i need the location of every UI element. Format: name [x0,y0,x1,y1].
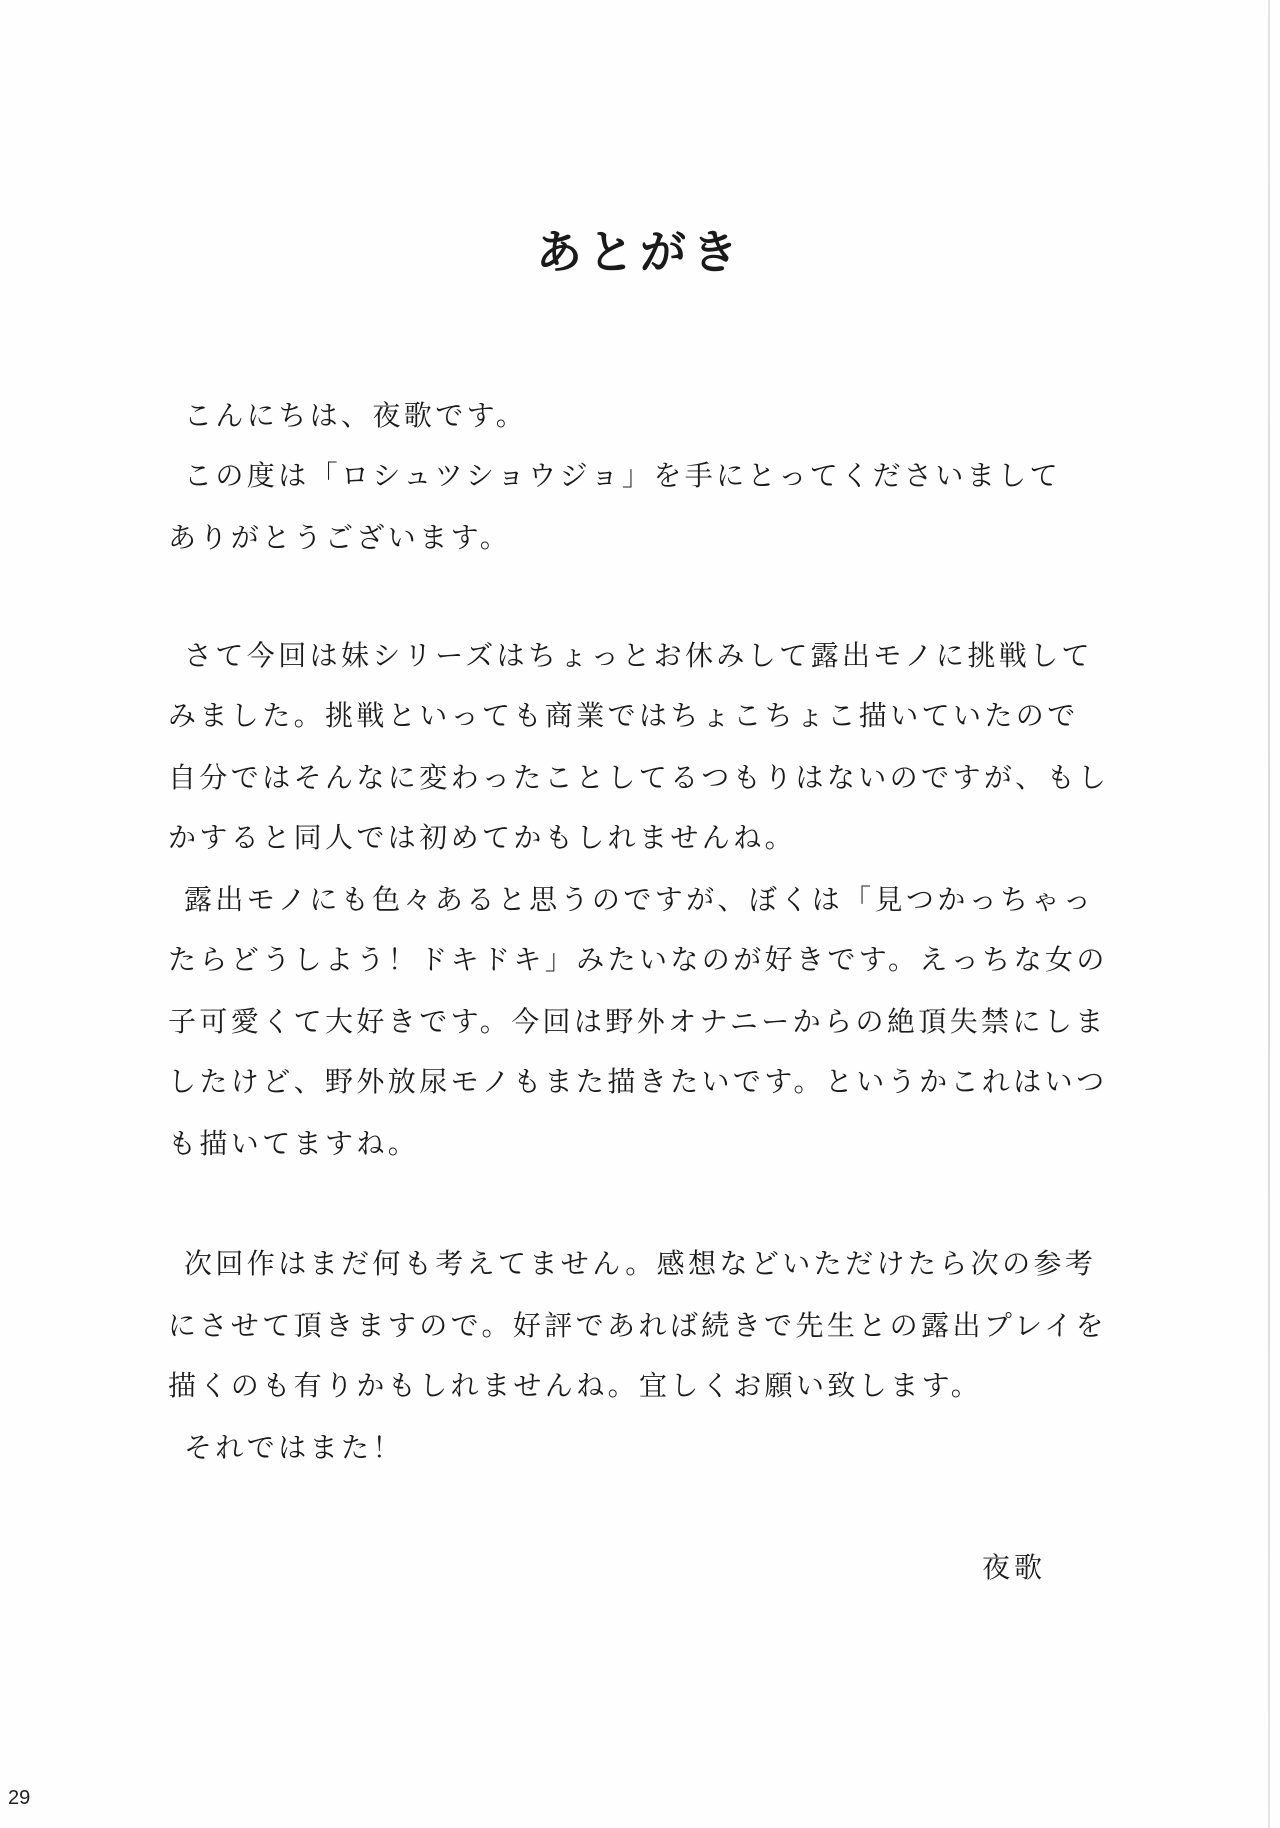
body-line: かすると同人では初めてかもしれませんね。 [168,821,797,854]
author-signature: 夜歌 [982,1551,1047,1584]
body-line: たらどうしよう！ドキドキ」みたいなのが好きです。えっちな女の [168,943,1108,976]
body-line: 描くのも有りかもしれませんね。宜しくお願い致します。 [168,1369,983,1402]
body-line: 次回作はまだ何も考えてません。感想などいただけたら次の参考 [184,1247,1097,1280]
body-line: それではまた！ [184,1431,404,1464]
body-line: こんにちは、夜歌です。 [184,399,528,432]
body-line: も描いてますね。 [168,1127,420,1160]
page-title: あとがき [536,225,744,279]
body-line: 子可愛くて大好きです。今回は野外オナニーからの絶頂失禁にしま [168,1005,1107,1038]
body-line: さて今回は妹シリーズはちょっとお休みして露出モノに挑戦して [184,639,1093,672]
body-line: 自分ではそんなに変わったことしてるつもりはないのですが、もし [168,761,1110,794]
body-line: にさせて頂きますので。好評であれば続きで先生との露出プレイを [168,1309,1107,1342]
body-line: みました。挑戦といっても商業ではちょこちょこ描いていたので [168,699,1079,732]
body-line: この度は「ロシュツショウジョ」を手にとってくださいまして [184,459,1061,492]
body-line: 露出モノにも色々あると思うのですが、ぼくは「見つかっちゃっ [184,883,1095,916]
body-line: したけど、野外放尿モノもまた描きたいです。というかこれはいつ [168,1065,1108,1098]
page-number: 29 [8,1787,31,1809]
body-line: ありがとうございます。 [168,521,512,554]
